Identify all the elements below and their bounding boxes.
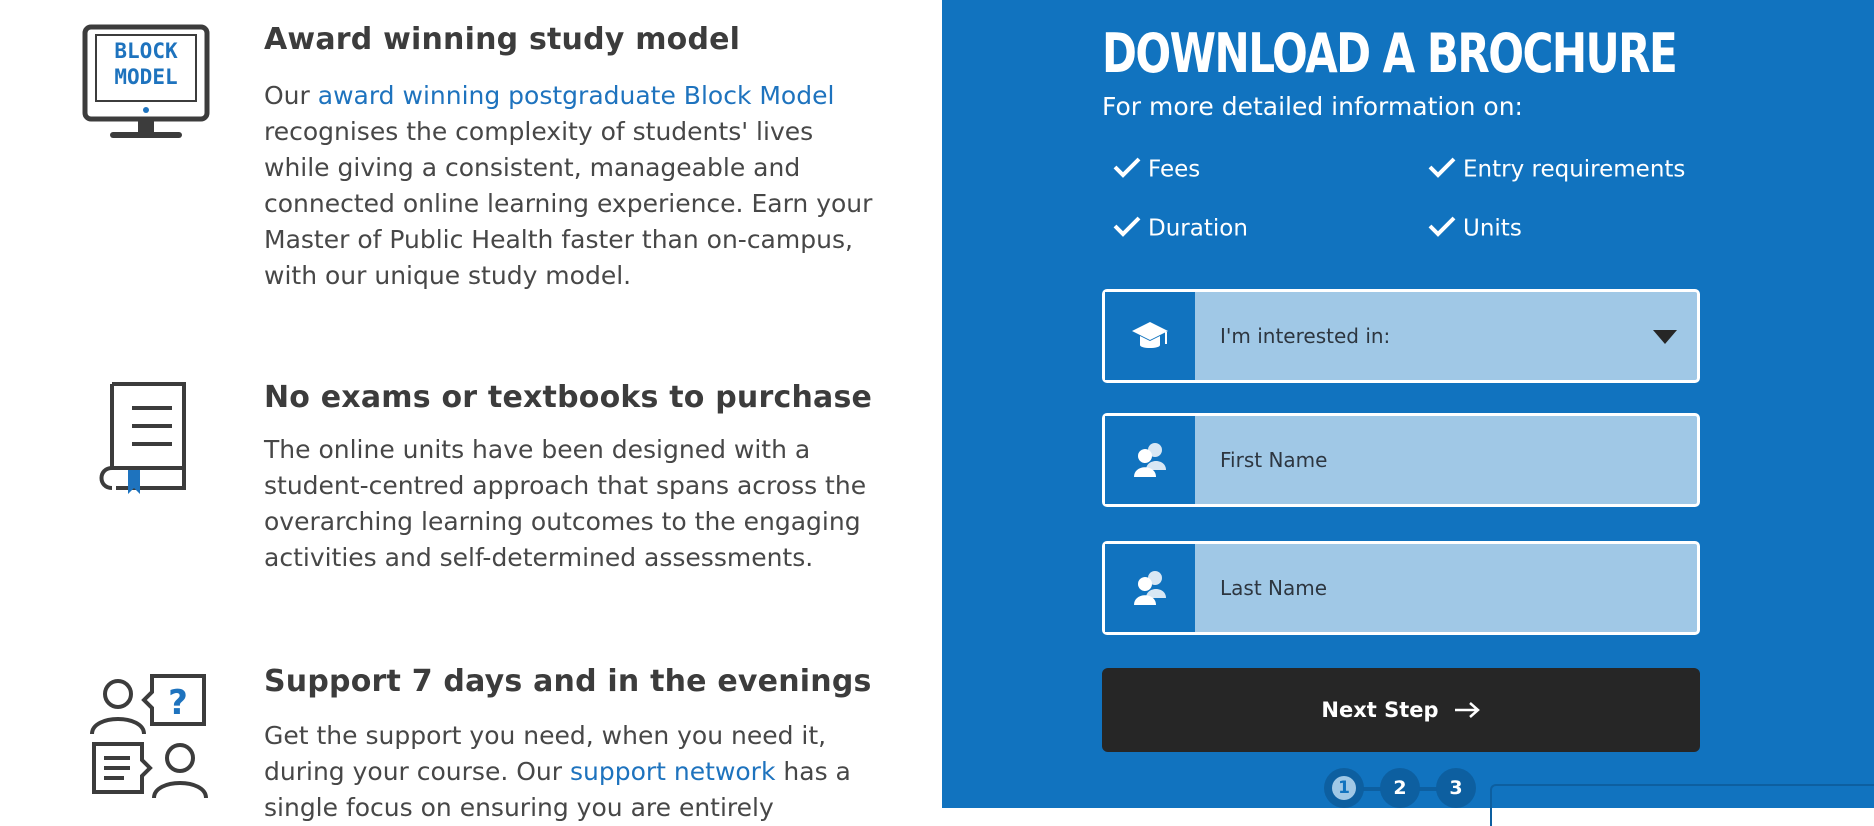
brochure-panel	[942, 0, 1874, 808]
step-1[interactable]: 1	[1324, 768, 1364, 808]
check-item-entry-requirements: Entry requirements	[1427, 156, 1685, 184]
block-model-monitor-icon	[80, 22, 220, 152]
last-name-field[interactable]	[1102, 541, 1700, 635]
step-3[interactable]: 3	[1436, 768, 1476, 808]
graduation-cap-icon	[1105, 292, 1195, 380]
next-step-label: Next Step	[1321, 698, 1439, 722]
first-name-placeholder: First Name	[1220, 448, 1328, 472]
feature-title: Support 7 days and in the evenings	[264, 664, 872, 699]
check-item-duration: Duration	[1112, 215, 1248, 243]
brochure-title: DOWNLOAD A BROCHURE	[1102, 22, 1677, 85]
feature-description: Our award winning postgraduate Block Model recognises the complexity of students' lives while giving a consistent, manageable and connected online learning experience. Earn your Master of Public Health faster than on-campus, with our unique study model.	[264, 81, 873, 290]
user-icon	[1105, 416, 1195, 504]
brochure-subtitle: For more detailed information on:	[1102, 92, 1523, 121]
arrow-right-icon	[1453, 701, 1481, 719]
last-name-placeholder: Last Name	[1220, 576, 1328, 600]
chat-widget-edge	[1490, 784, 1874, 826]
feature-description: The online units have been designed with a student-centred approach that spans across the overarching learning outcomes to the engaging activities and self-determined assessments.	[264, 435, 867, 572]
user-icon	[1105, 544, 1195, 632]
svg-text:?: ?	[168, 683, 188, 723]
block-model-link[interactable]: award winning postgraduate Block Model	[317, 81, 835, 110]
check-item-fees: Fees	[1112, 156, 1200, 184]
svg-text:MODEL: MODEL	[114, 65, 178, 89]
check-icon	[1112, 215, 1142, 243]
next-step-button[interactable]	[1102, 668, 1700, 752]
feature-description: Get the support you need, when you need it, during your course. Our support network has a single focus on ensuring you are entirely	[264, 721, 851, 822]
interest-select[interactable]	[1102, 289, 1700, 383]
book-icon	[80, 382, 220, 512]
feature-title: No exams or textbooks to purchase	[264, 380, 873, 415]
check-icon	[1112, 156, 1142, 184]
chevron-down-icon	[1653, 330, 1677, 344]
check-item-units: Units	[1427, 215, 1522, 243]
check-icon	[1427, 215, 1457, 243]
check-icon	[1427, 156, 1457, 184]
step-2[interactable]: 2	[1380, 768, 1420, 808]
support-network-link[interactable]: support network	[569, 757, 776, 786]
support-chat-icon	[80, 674, 220, 804]
first-name-field[interactable]	[1102, 413, 1700, 507]
svg-text:BLOCK: BLOCK	[114, 39, 178, 63]
feature-title: Award winning study model	[264, 22, 741, 57]
interest-select-value: I'm interested in:	[1220, 324, 1391, 348]
